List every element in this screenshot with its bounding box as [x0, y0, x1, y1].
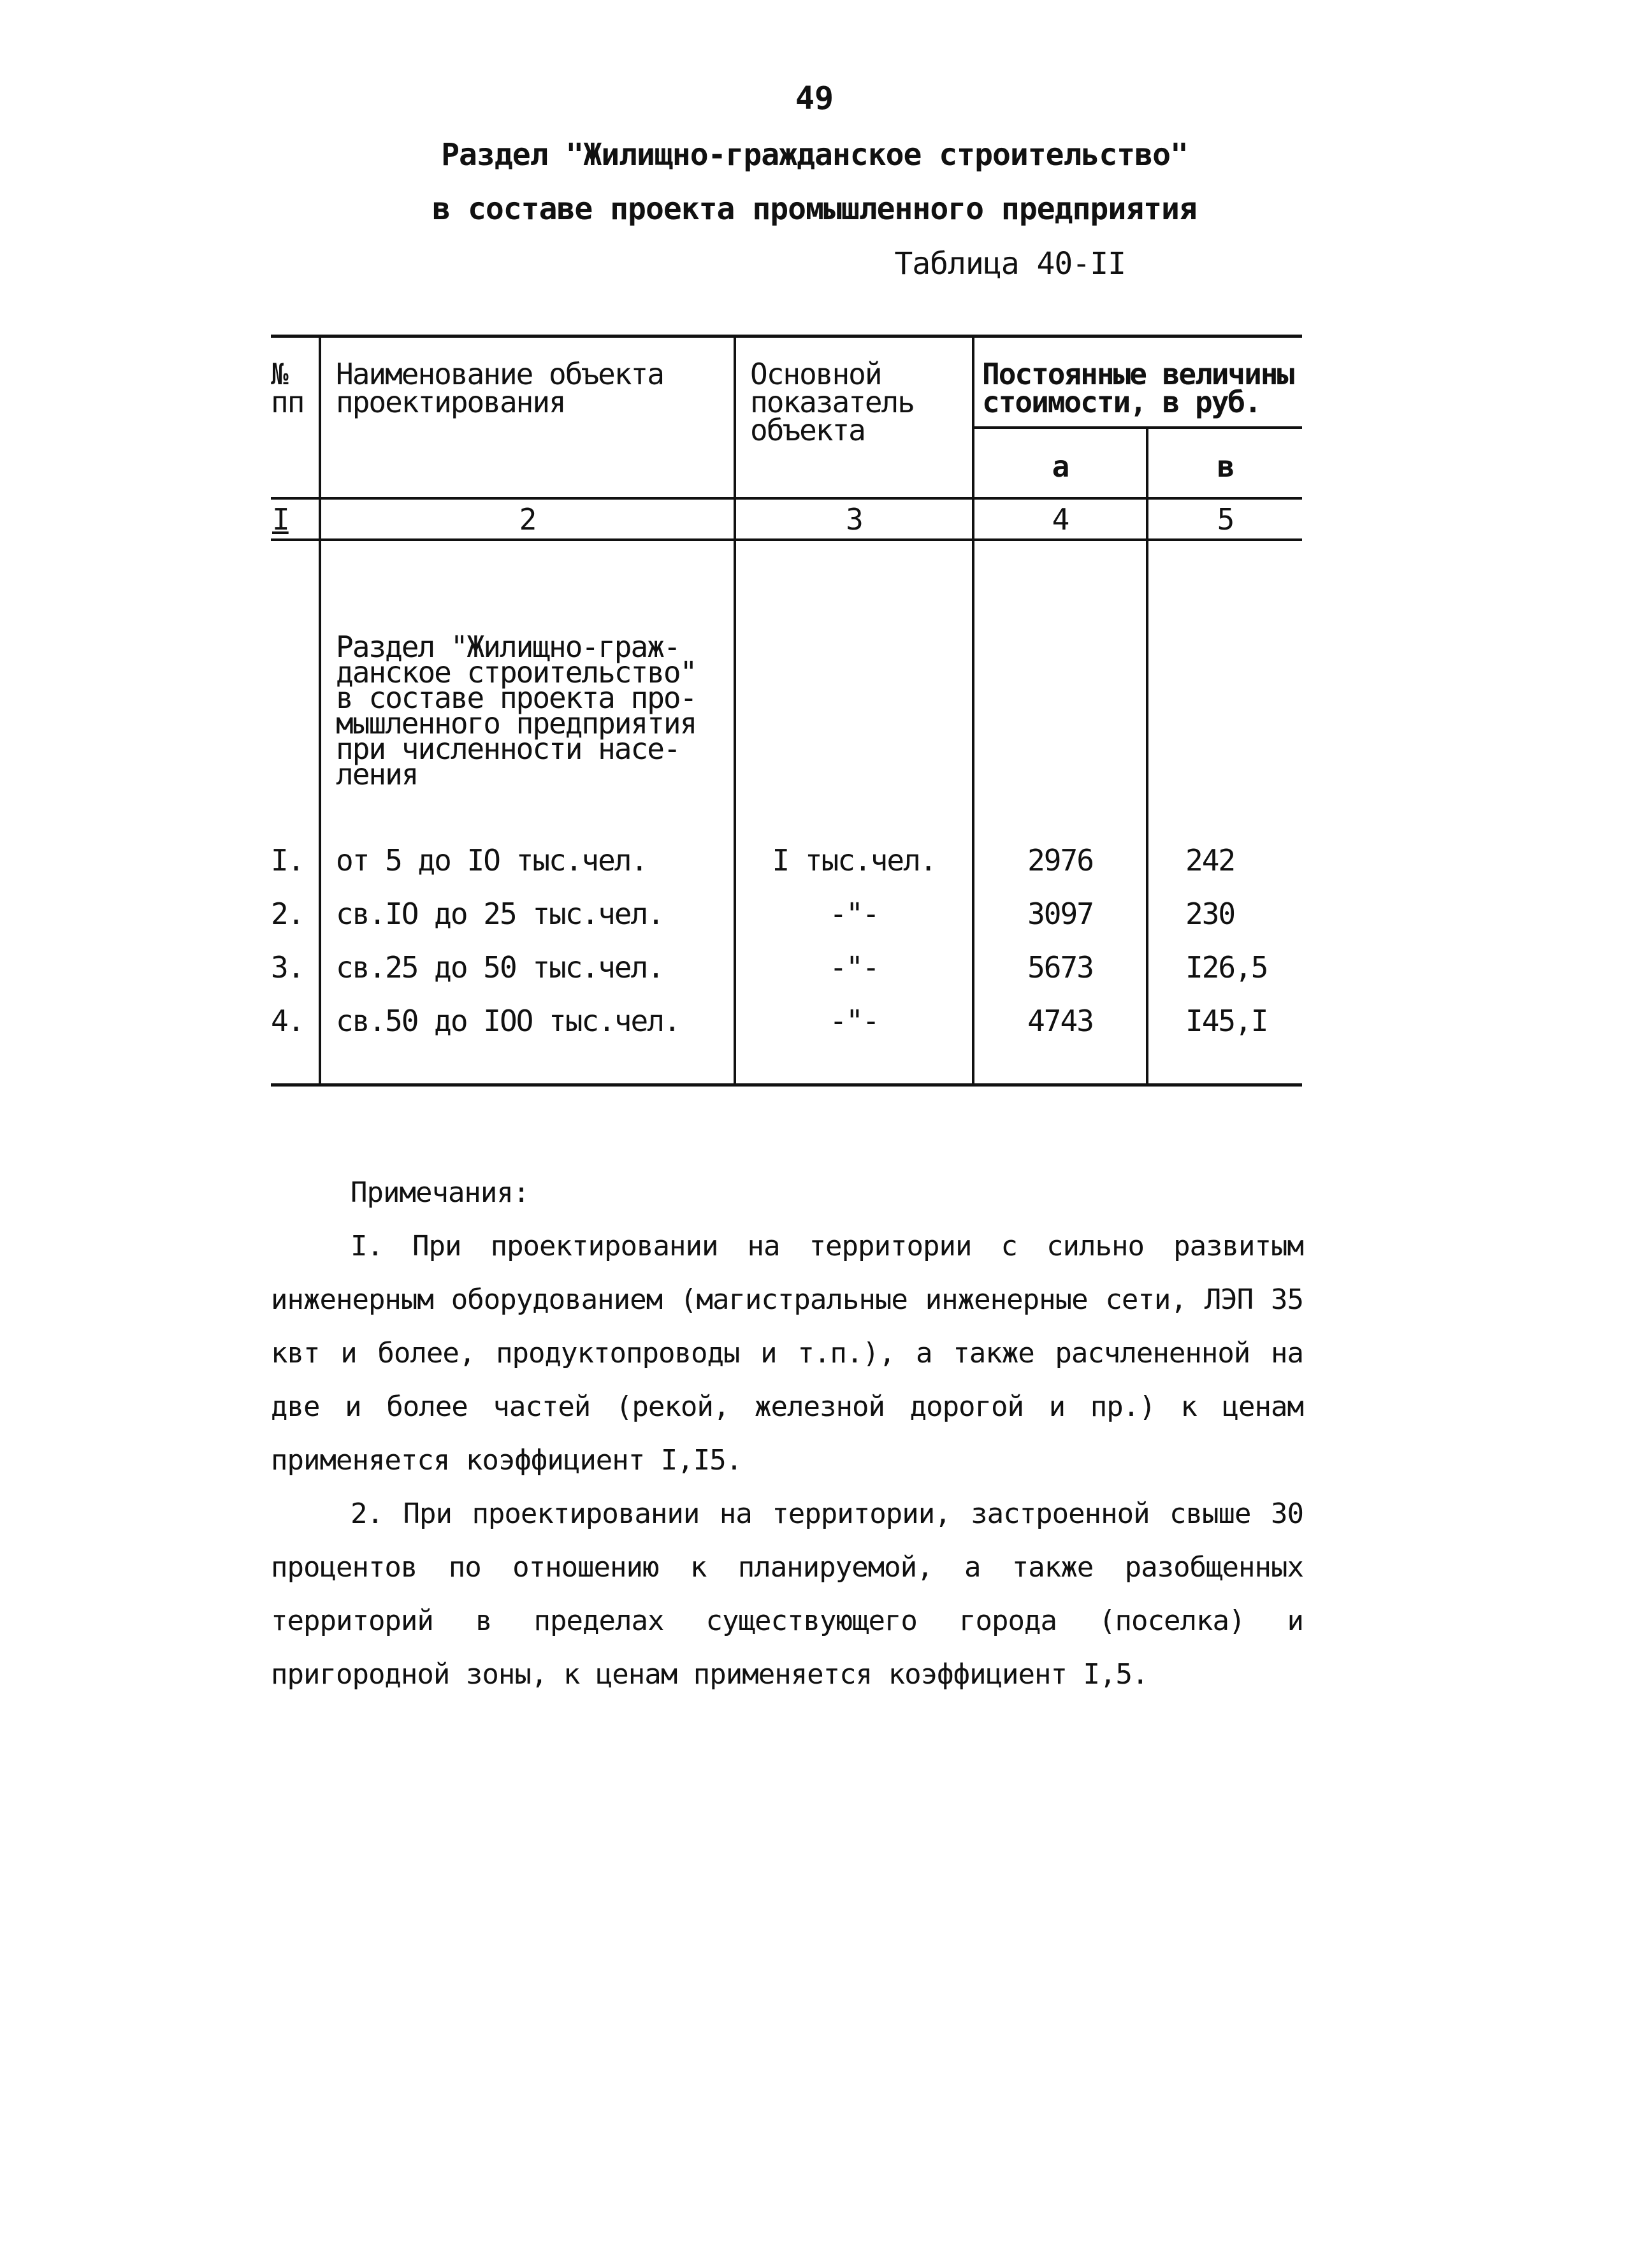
column-number-1: I [272, 502, 289, 537]
section-heading-line-2: в составе проекта промышленного предприятия [432, 191, 1197, 227]
column-number-4: 4 [1052, 502, 1069, 537]
header-constant-values [982, 357, 1301, 419]
section-heading-line-1: Раздел "Жилищно-гражданское строительство" [441, 137, 1188, 173]
header-indicator-line-2: показатель [750, 385, 914, 419]
note-item-2: 2. При проектировании на территории, застроенной свыше 30 процентов по отношению к планируемой, а также разобщенных территорий в пределах существующего города (поселка) и пригородной зоны, к ценам применяется коэффициент I,5. [271, 1498, 1303, 1691]
cost-table [271, 335, 1302, 1087]
table-top-rule [271, 335, 1302, 338]
notes-section [271, 1166, 1303, 1701]
header-object-name-line-2: проектирования [336, 385, 565, 419]
header-indicator-line-1: Основной [750, 357, 881, 391]
column-number-2: 2 [519, 502, 536, 537]
note-item-1: I. При проектировании на территории с сильно развитым инженерным оборудованием (магистральные инженерные сети, ЛЭП 35 квт и более, продуктопроводы и т.п.), а также расчлененной на две и более частей (рекой, железной дорогой и пр.) к ценам применяется коэффициент I,I5. [271, 1230, 1303, 1477]
row-indicator: I тыс.чел. [772, 843, 936, 878]
row-object-name: св.IO до 25 тыс.чел. [336, 897, 663, 931]
header-constant-values-line-2: стоимости, в руб. [982, 385, 1261, 419]
header-col-a: а [1052, 449, 1069, 484]
row-object-name: св.50 до IOO тыс.чел. [336, 1004, 680, 1038]
row-number: 3. [271, 950, 304, 985]
section-title-line-1: Раздел "Жилищно-граж- [336, 630, 680, 664]
row-number: 2. [271, 897, 304, 931]
header-object-name [336, 357, 731, 419]
row-number: 4. [271, 1004, 304, 1038]
header-number-line-2: пп [271, 385, 304, 419]
page-number: 49 [795, 80, 834, 117]
row-value-b: I45,I [1185, 1004, 1268, 1038]
section-title-line-4: мышленного предприятия [336, 706, 697, 740]
row-indicator: -"- [829, 897, 879, 931]
header-indicator-line-3: объекта [750, 413, 865, 447]
header-number-line-1: № [271, 357, 287, 391]
row-number: I. [271, 843, 304, 878]
column-number-5: 5 [1217, 502, 1234, 537]
column-number-3: 3 [846, 502, 862, 537]
row-value-b: 242 [1185, 843, 1235, 878]
header-main-indicator [750, 357, 967, 447]
row-indicator: -"- [829, 1004, 879, 1038]
row-value-a: 2976 [1027, 843, 1093, 878]
row-value-b: 230 [1185, 897, 1235, 931]
header-col-b: в [1217, 449, 1234, 484]
col-divider-1 [319, 335, 321, 1087]
section-title-line-3: в составе проекта про- [336, 681, 697, 715]
table-label: Таблица 40-II [894, 246, 1126, 282]
row-value-a: 5673 [1027, 950, 1093, 985]
header-number [271, 357, 319, 419]
row-object-name: св.25 до 50 тыс.чел. [336, 950, 663, 985]
section-title-line-6: ления [336, 757, 418, 791]
header-object-name-line-1: Наименование объекта [336, 357, 663, 391]
row-value-a: 3097 [1027, 897, 1093, 931]
row-value-a: 4743 [1027, 1004, 1093, 1038]
header-split-rule [972, 426, 1302, 429]
row-value-b: I26,5 [1185, 950, 1268, 985]
header-constant-values-line-1: Постоянные величины [982, 357, 1294, 391]
section-title-line-5: при численности насе- [336, 732, 680, 766]
row-object-name: от 5 до IO тыс.чел. [336, 843, 648, 878]
section-title-line-2: данское строительство" [336, 655, 697, 690]
notes-title: Примечания: [351, 1176, 530, 1209]
row-indicator: -"- [829, 950, 879, 985]
section-title-cell [336, 630, 731, 791]
